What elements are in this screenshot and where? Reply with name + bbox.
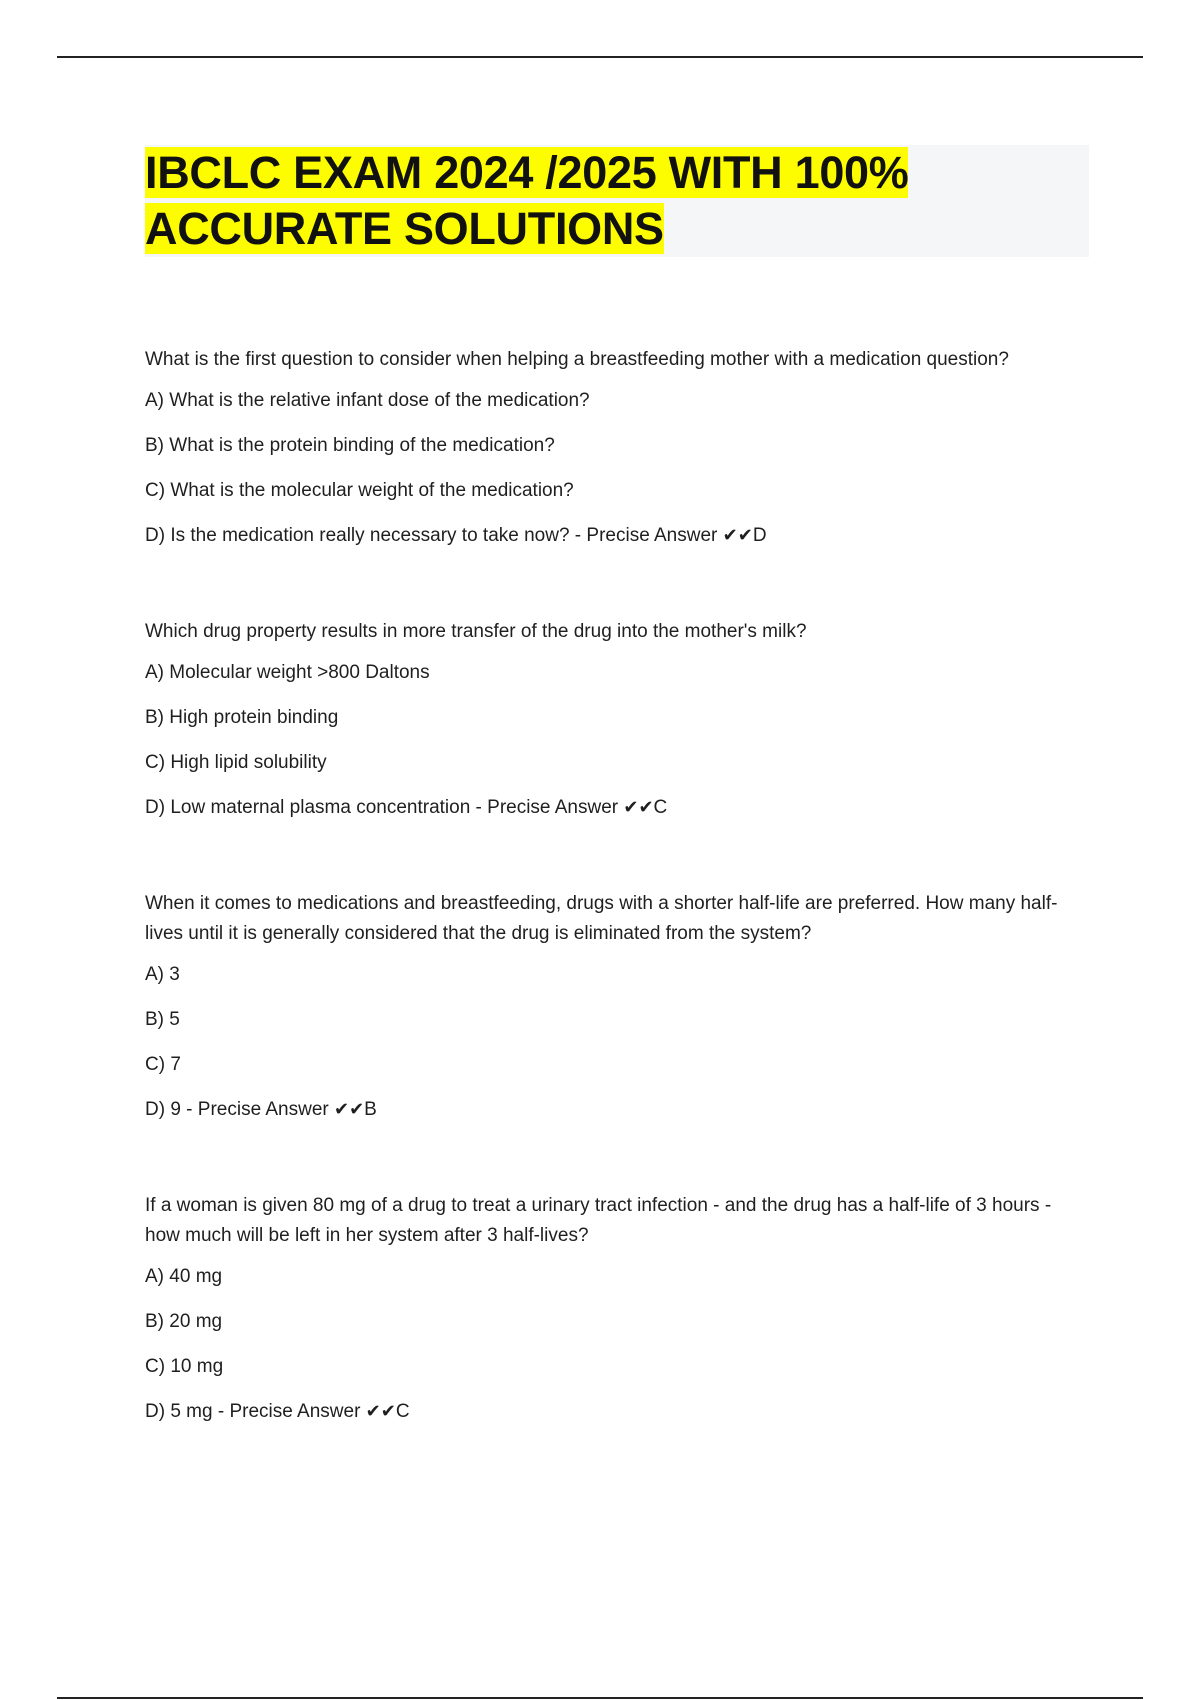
option-d-with-answer [145, 796, 1090, 820]
option-d-text: D) 9 - Precise Answer [145, 1099, 334, 1120]
option-d-text: D) Low maternal plasma concentration - Precise Answer [145, 797, 624, 818]
title-line-1: IBCLC EXAM 2024 /2025 WITH 100% [145, 147, 909, 198]
double-check-icon: ✔✔ [722, 525, 753, 546]
option-a: A) 40 mg [145, 1266, 223, 1287]
option-c: C) What is the molecular weight of the medication? [145, 480, 574, 501]
option-a: A) Molecular weight >800 Daltons [145, 662, 430, 683]
answer-letter: D [752, 525, 767, 546]
double-check-icon: ✔✔ [365, 1401, 396, 1422]
question-2 [145, 617, 1090, 820]
title-line-2: ACCURATE SOLUTIONS [145, 203, 664, 254]
question-text: Which drug property results in more transfer of the drug into the mother's milk? [145, 621, 807, 642]
option-d-with-answer [145, 1098, 1090, 1122]
option-b: B) High protein binding [145, 707, 339, 728]
question-text: When it comes to medications and breastfeeding, drugs with a shorter half-life are preferred. How many half-lives until it is generally considered that the drug is eliminated from the system? [145, 893, 1058, 944]
question-3 [145, 889, 1090, 1122]
option-c: C) 10 mg [145, 1356, 224, 1377]
double-check-icon: ✔✔ [623, 797, 654, 818]
document-title [145, 145, 1089, 257]
answer-letter: B [364, 1099, 377, 1120]
title-block [145, 145, 1089, 257]
question-1 [145, 345, 1090, 548]
option-b: B) 5 [145, 1009, 180, 1030]
option-c: C) High lipid solubility [145, 752, 327, 773]
option-d-with-answer [145, 1400, 1090, 1424]
question-4 [145, 1191, 1090, 1424]
question-text: What is the first question to consider when helping a breastfeeding mother with a medication question? [145, 349, 1009, 370]
option-b: B) 20 mg [145, 1311, 223, 1332]
answer-letter: C [653, 797, 668, 818]
answer-letter: C [395, 1401, 410, 1422]
top-rule [57, 56, 1143, 58]
option-d-text: D) 5 mg - Precise Answer [145, 1401, 366, 1422]
option-a: A) 3 [145, 964, 180, 985]
double-check-icon: ✔✔ [334, 1099, 365, 1120]
question-list [145, 345, 1090, 1424]
option-d-text: D) Is the medication really necessary to take now? - Precise Answer [145, 525, 723, 546]
option-b: B) What is the protein binding of the medication? [145, 435, 555, 456]
option-d-with-answer [145, 524, 1090, 548]
option-c: C) 7 [145, 1054, 181, 1075]
option-a: A) What is the relative infant dose of the medication? [145, 390, 590, 411]
question-text: If a woman is given 80 mg of a drug to treat a urinary tract infection - and the drug has a half-life of 3 hours - how much will be left in her system after 3 half-lives? [145, 1195, 1052, 1246]
bottom-rule [57, 1697, 1143, 1699]
